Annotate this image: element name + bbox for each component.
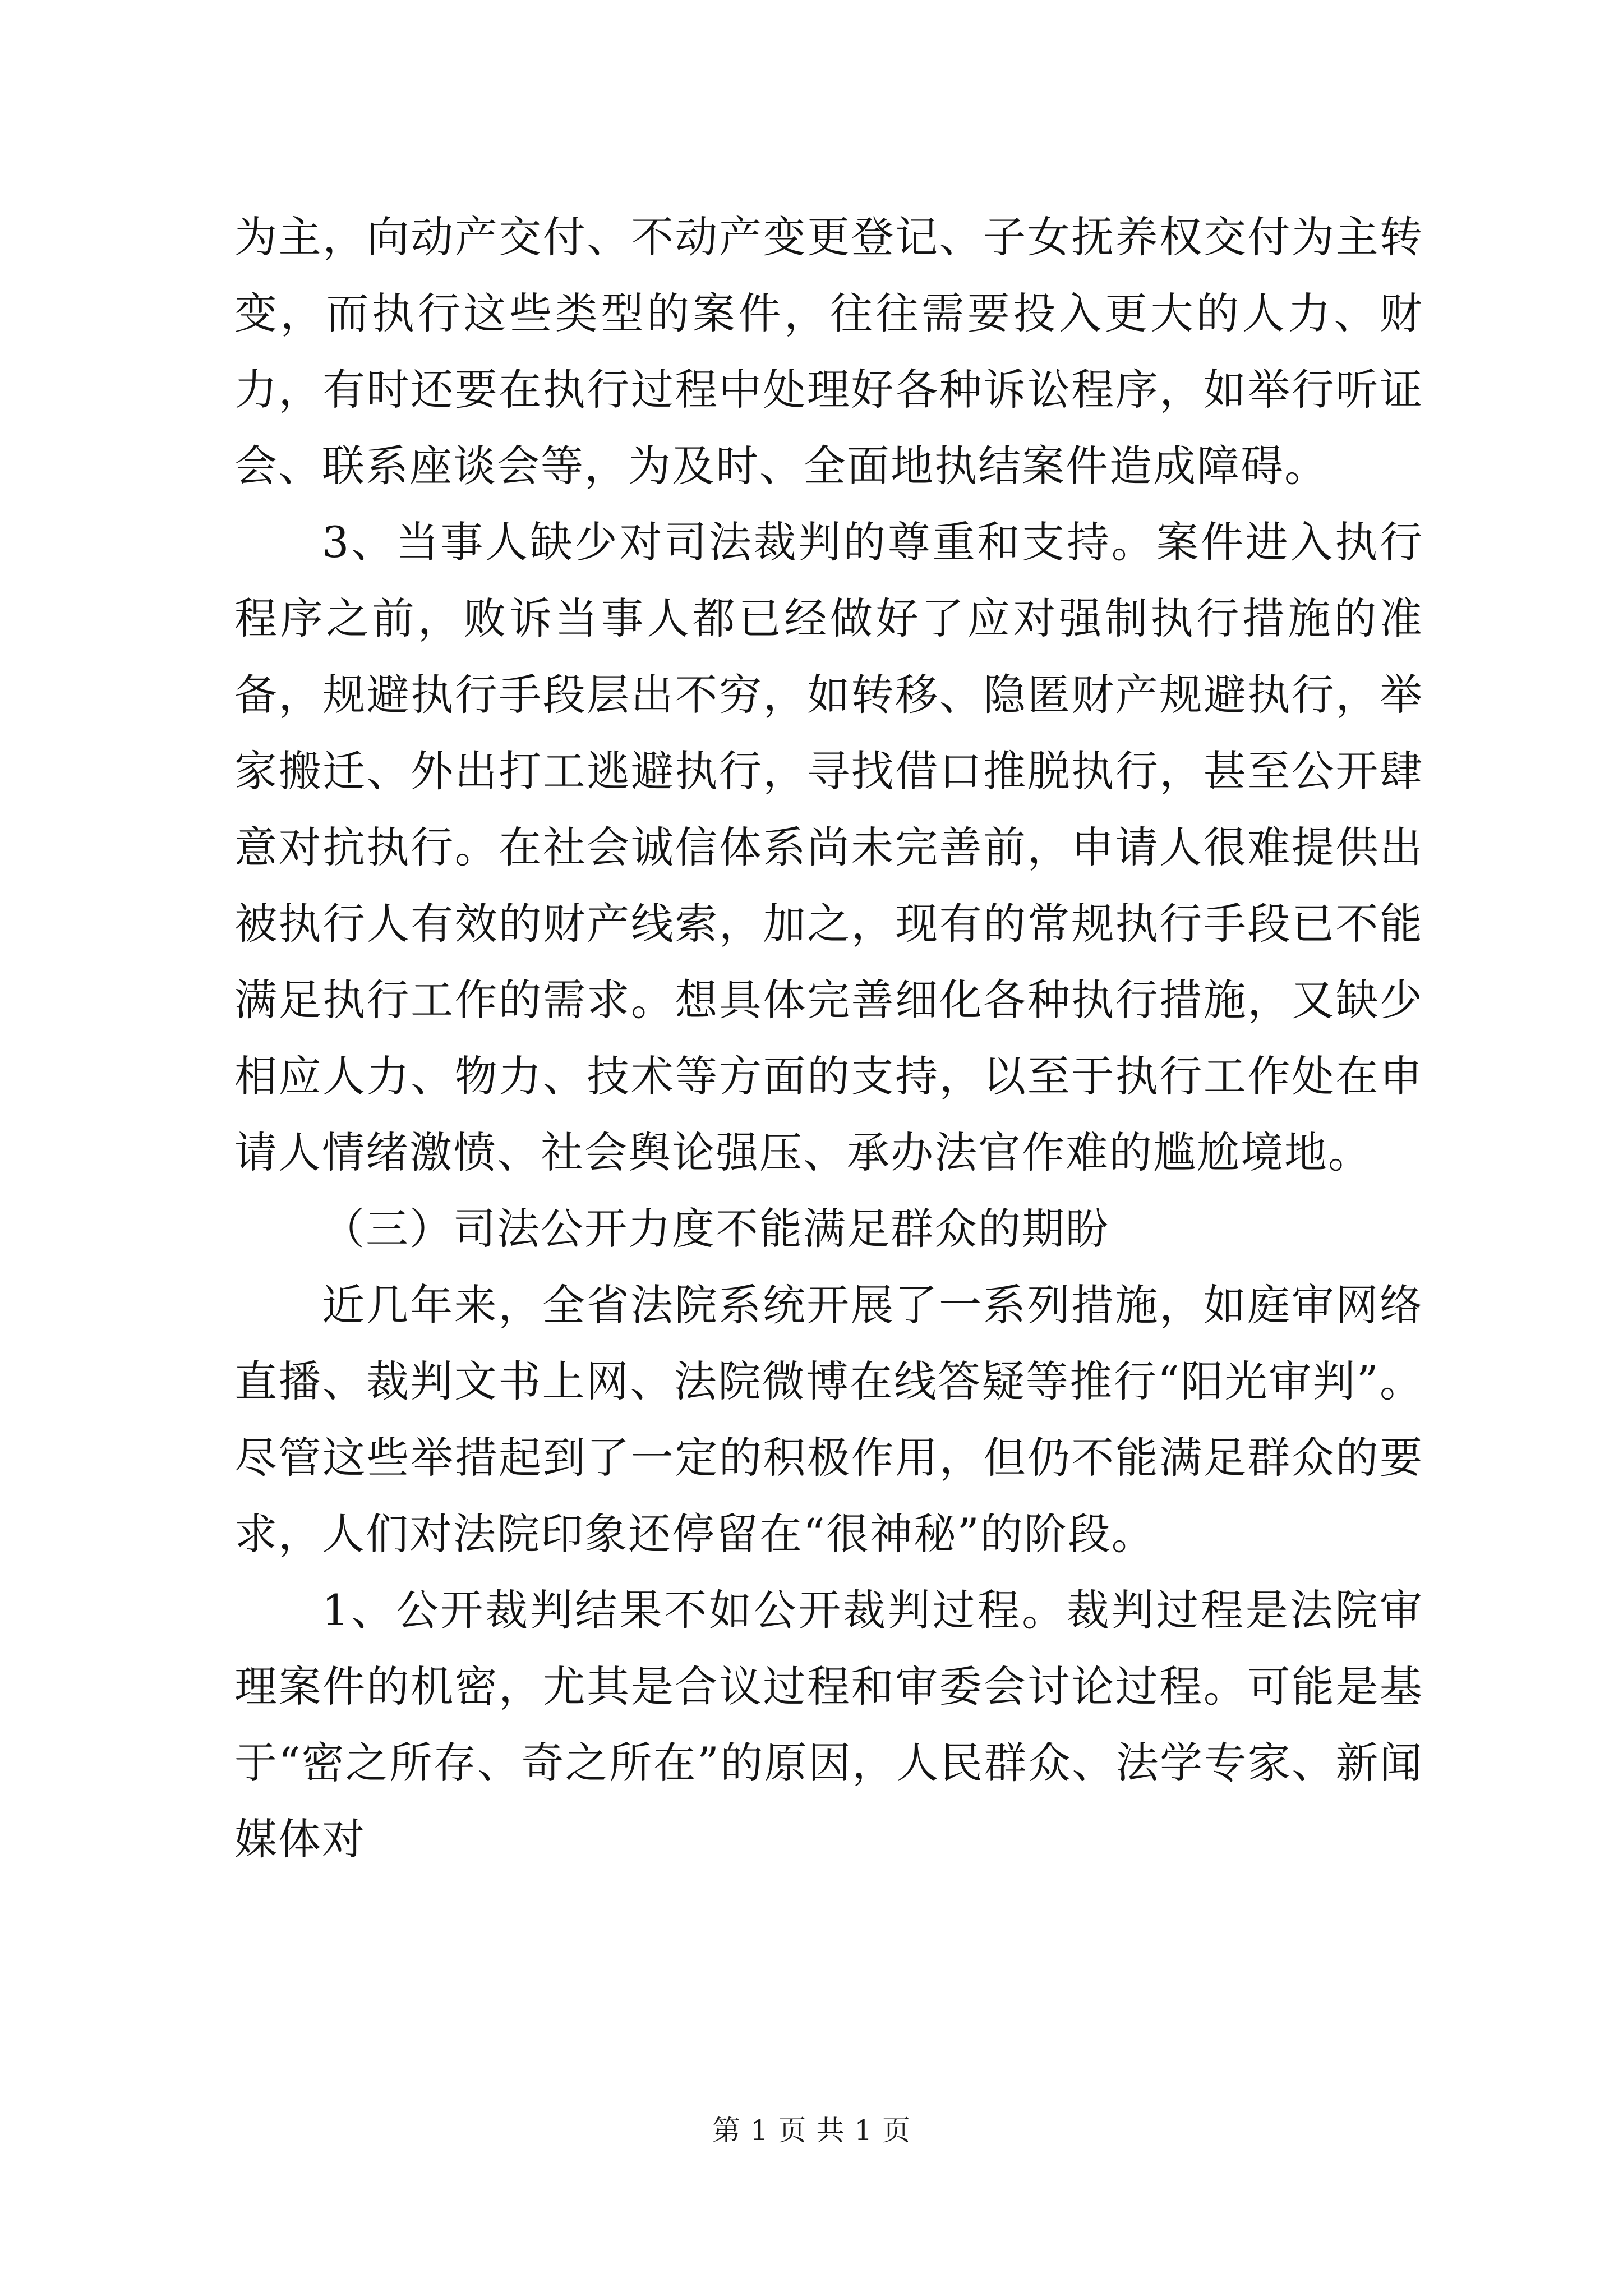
paragraph-open-process: 1、公开裁判结果不如公开裁判过程。裁判过程是法院审理案件的机密，尤其是合议过程和审委会讨论过程。可能是基于“密之所存、奇之所在”的原因，人民群众、法学专家、新闻媒体对 <box>234 1585 1423 1864</box>
document-body <box>234 199 1423 1878</box>
paragraph-sunshine-trial: 近几年来，全省法院系统开展了一系列措施，如庭审网络直播、裁判文书上网、法院微博在线答疑等推行“阳光审判”。尽管这些举措起到了一定的积极作用，但仍不能满足群众的要求，人们对法院印象还停留在“很神秘”的阶段。 <box>234 1280 1423 1559</box>
paragraph-litigant-respect: 3、当事人缺少对司法裁判的尊重和支持。案件进入执行程序之前，败诉当事人都已经做好了应对强制执行措施的准备，规避执行手段层出不穷，如转移、隐匿财产规避执行，举家搬迁、外出打工逃避执行，寻找借口推脱执行，甚至公开肆意对抗执行。在社会诚信体系尚未完善前，申请人很难提供出被执行人有效的财产线索，加之，现有的常规执行手段已不能满足执行工作的需求。想具体完善细化各种执行措施，又缺少相应人力、物力、技术等方面的支持，以至于执行工作处在申请人情绪激愤、社会舆论强压、承办法官作难的尴尬境地。 <box>234 517 1423 1177</box>
page-footer: 第 1 页 共 1 页 <box>712 2114 911 2147</box>
paragraph-continuation: 为主，向动产交付、不动产变更登记、子女抚养权交付为主转变，而执行这些类型的案件，往往需要投入更大的人力、财力，有时还要在执行过程中处理好各种诉讼程序，如举行听证会、联系座谈会等，为及时、全面地执结案件造成障碍。 <box>234 212 1423 491</box>
section-heading-judicial-openness: （三）司法公开力度不能满足群众的期盼 <box>322 1204 1109 1254</box>
